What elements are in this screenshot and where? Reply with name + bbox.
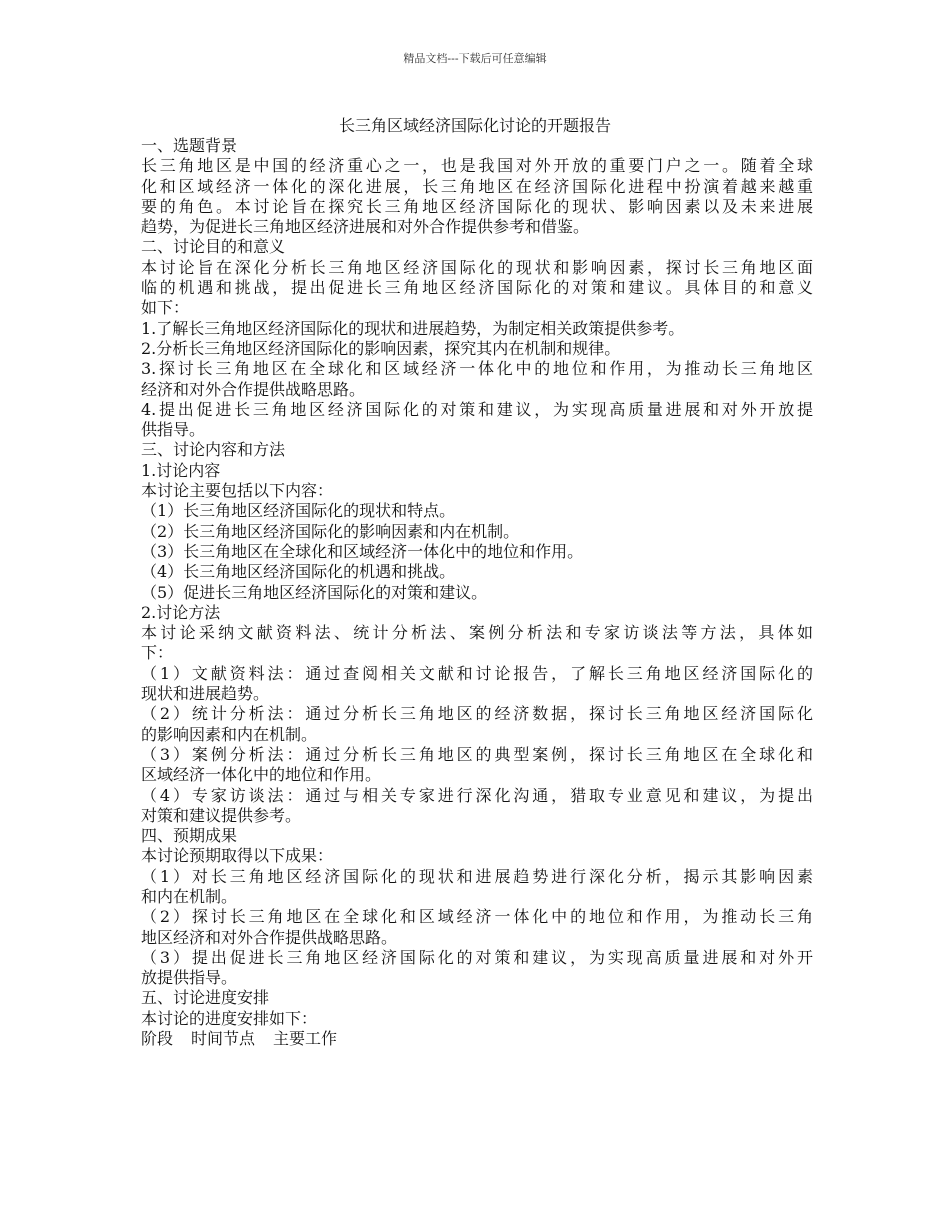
text-line: （2）统计分析法：通过分析长三角地区的经济数据，探讨长三角地区经济国际化 xyxy=(141,704,813,724)
text-line: 本讨论预期取得以下成果： xyxy=(141,846,334,866)
text-line: 本讨论旨在深化分析长三角地区经济国际化的现状和影响因素，探讨长三角地区面 xyxy=(141,257,813,277)
document-title: 长三角区域经济国际化讨论的开题报告 xyxy=(338,116,611,135)
text-line: （4）长三角地区经济国际化的机遇和挑战。 xyxy=(141,562,456,582)
text-line: （2）长三角地区经济国际化的影响因素和内在机制。 xyxy=(141,521,520,541)
text-line: 本讨论采纳文献资料法、统计分析法、案例分析法和专家访谈法等方法，具体如 xyxy=(141,623,813,643)
text-line: 长三角地区是中国的经济重心之一，也是我国对外开放的重要门户之一。随着全球 xyxy=(141,156,813,176)
text-line: 放提供指导。 xyxy=(141,968,238,988)
table-header-cell: 阶段 xyxy=(141,1029,174,1049)
text-line: 的影响因素和内在机制。 xyxy=(141,724,318,744)
text-line: 本讨论的进度安排如下： xyxy=(141,1008,318,1028)
text-line: 化和区域经济一体化的深化进展，长三角地区在经济国际化进程中扮演着越来越重 xyxy=(141,176,813,196)
text-line: （3）长三角地区在全球化和区域经济一体化中的地位和作用。 xyxy=(141,541,584,561)
text-line: 2.讨论方法 xyxy=(141,602,221,622)
text-line: 和内在机制。 xyxy=(141,886,238,906)
text-line: 1.讨论内容 xyxy=(141,460,221,480)
text-line: （1）对长三角地区经济国际化的现状和进展趋势进行深化分析，揭示其影响因素 xyxy=(141,866,813,886)
text-line: 现状和进展趋势。 xyxy=(141,684,270,704)
text-line: 三、讨论内容和方法 xyxy=(141,440,286,460)
text-line: （1）文献资料法：通过查阅相关文献和讨论报告，了解长三角地区经济国际化的 xyxy=(141,663,813,683)
text-line: （3）案例分析法：通过分析长三角地区的典型案例，探讨长三角地区在全球化和 xyxy=(141,744,813,764)
text-line: 四、预期成果 xyxy=(141,826,238,846)
text-line: 2.分析长三角地区经济国际化的影响因素，探究其内在机制和规律。 xyxy=(141,338,621,358)
table-header-cell: 时间节点 xyxy=(191,1029,256,1049)
text-line: 一、选题背景 xyxy=(141,136,238,155)
schedule-table-header xyxy=(141,1029,813,1049)
text-line: 1.了解长三角地区经济国际化的现状和进展趋势，为制定相关政策提供参考。 xyxy=(141,318,685,338)
text-line: 下： xyxy=(141,643,174,663)
text-line: 3.探讨长三角地区在全球化和区域经济一体化中的地位和作用，为推动长三角地区 xyxy=(141,359,813,379)
text-line: 地区经济和对外合作提供战略思路。 xyxy=(141,927,398,947)
text-line: 供指导。 xyxy=(141,420,206,440)
page-header: 精品文档---下载后可任意编辑 xyxy=(403,52,547,65)
text-line: （2）探讨长三角地区在全球化和区域经济一体化中的地位和作用，为推动长三角 xyxy=(141,907,813,927)
text-line: 二、讨论目的和意义 xyxy=(141,237,286,257)
text-line: 要的角色。本讨论旨在探究长三角地区经济国际化的现状、影响因素以及未来进展 xyxy=(141,196,813,216)
text-line: 如下： xyxy=(141,298,190,318)
text-line: （5）促进长三角地区经济国际化的对策和建议。 xyxy=(141,582,488,602)
text-line: （1）长三角地区经济国际化的现状和特点。 xyxy=(141,501,456,521)
table-header-cell: 主要工作 xyxy=(273,1029,338,1049)
text-line: 五、讨论进度安排 xyxy=(141,988,270,1008)
text-line: 趋势，为促进长三角地区经济进展和对外合作提供参考和借鉴。 xyxy=(141,217,590,237)
body-lines xyxy=(141,136,813,1029)
document-body xyxy=(141,136,813,1049)
text-line: （4）专家访谈法：通过与相关专家进行深化沟通，猎取专业意见和建议，为提出 xyxy=(141,785,813,805)
text-line: 4.提出促进长三角地区经济国际化的对策和建议，为实现高质量进展和对外开放提 xyxy=(141,399,813,419)
text-line: 对策和建议提供参考。 xyxy=(141,805,302,825)
text-line: 临的机遇和挑战，提出促进长三角地区经济国际化的对策和建议。具体目的和意义 xyxy=(141,278,813,298)
text-line: 经济和对外合作提供战略思路。 xyxy=(141,379,366,399)
text-line: 本讨论主要包括以下内容： xyxy=(141,481,334,501)
text-line: （3）提出促进长三角地区经济国际化的对策和建议，为实现高质量进展和对外开 xyxy=(141,947,813,967)
text-line: 区域经济一体化中的地位和作用。 xyxy=(141,765,382,785)
